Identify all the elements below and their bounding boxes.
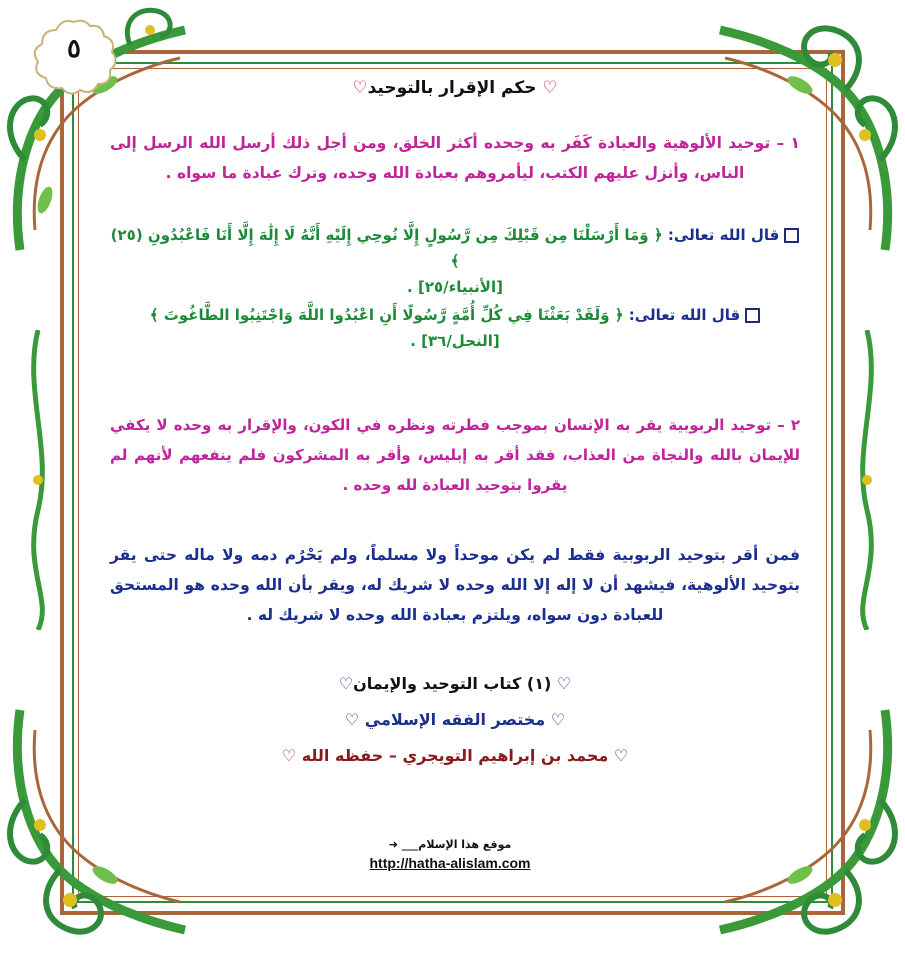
heart-icon: ♡ — [344, 710, 360, 729]
verse-quote: ﴿ وَمَا أَرْسَلْنَا مِن قَبْلِكَ مِن رَّسُولٍ إِلَّا نُوحِي إِلَيْهِ أَنَّهُ لَا إِلَٰهَ إِلَّا أَنَا فَاعْبُدُونِ (٢٥) ﴾ — [110, 226, 663, 270]
heart-icon: ♡ — [542, 78, 558, 98]
checkbox-bullet-icon — [745, 308, 760, 323]
heart-icon: ♡ — [281, 746, 297, 765]
verse-quote: ﴿ وَلَقَدْ بَعَثْنَا فِي كُلِّ أُمَّةٍ رَّسُولًا أَنِ اعْبُدُوا اللَّهَ وَاجْتَنِبُوا الطَّاغُوتَ ﴾ — [149, 306, 624, 324]
site-url-link[interactable]: http://hatha-alislam.com — [369, 855, 531, 871]
source-author — [110, 738, 800, 774]
heart-icon: ♡ — [352, 78, 368, 98]
verse-reference: [النحل/٣٦] . — [410, 332, 500, 350]
side-vine-ornament — [18, 330, 58, 630]
source-book — [110, 666, 800, 702]
heart-icon: ♡ — [556, 674, 572, 693]
website-footer — [300, 838, 600, 871]
section-3-text: فمن أقر بتوحيد الربوبية فقط لم يكن موحداً ولا مسلماً، ولم يَحْرُم دمه ولا ماله حتى يقر بتوحيد الألوهية، فيشهد أن لا إله إلا الله وحده لا شريك له، ويقر بأن الله وحده هو المستحق للعبادة دون سواه، ويلتزم بعبادة الله وحده لا شريك له . — [110, 546, 800, 624]
quran-verse-2 — [110, 302, 800, 354]
sources-list — [110, 666, 800, 774]
source-author-text: محمد بن إبراهيم التويجري – حفظه الله — [301, 746, 609, 765]
heart-icon: ♡ — [338, 674, 354, 693]
source-collection — [110, 702, 800, 738]
title-text: حكم الإقرار بالتوحيد — [367, 78, 537, 98]
side-vine-ornament — [847, 330, 887, 630]
verse-lead: قال الله تعالى: — [628, 306, 741, 324]
page-number: ٥ — [67, 34, 81, 64]
page-number-badge — [30, 18, 118, 96]
site-label-text: موقع هذا الإسلام___ — [401, 838, 512, 851]
document-body — [110, 70, 800, 774]
heart-icon: ♡ — [550, 710, 566, 729]
heart-icon: ♡ — [613, 746, 629, 765]
verse-lead: قال الله تعالى: — [667, 226, 780, 244]
section-2-text: ٢ – توحيد الربوبية يقر به الإنسان بموجب فطرته ونظره في الكون، والإقرار به وحده لا يكفي للإيمان بالله والنجاة من العذاب، فقد أقر به إبليس، وأقر به المشركون فلم ينفعهم لأنهم لم يقروا بتوحيد العبادة لله وحده . — [110, 416, 800, 494]
verse-reference: [الأنبياء/٢٥] . — [407, 278, 503, 296]
source-collection-text: مختصر الفقه الإسلامي — [364, 710, 546, 729]
page-title — [110, 78, 800, 98]
site-label — [300, 838, 600, 851]
checkbox-bullet-icon — [784, 228, 799, 243]
section-1-text: ١ – توحيد الألوهية والعبادة كَفَر به وجحده أكثر الخلق، ومن أجل ذلك أرسل الله الرسل إلى الناس، وأنزل عليهم الكتب، ليأمروهم بعبادة الله وحده، وترك عبادة ما سواه . — [110, 134, 800, 182]
quran-verse-1 — [110, 222, 800, 300]
arrow-icon: ➜ — [388, 838, 398, 851]
source-book-text: (١) كتاب التوحيد والإيمان — [353, 674, 552, 693]
